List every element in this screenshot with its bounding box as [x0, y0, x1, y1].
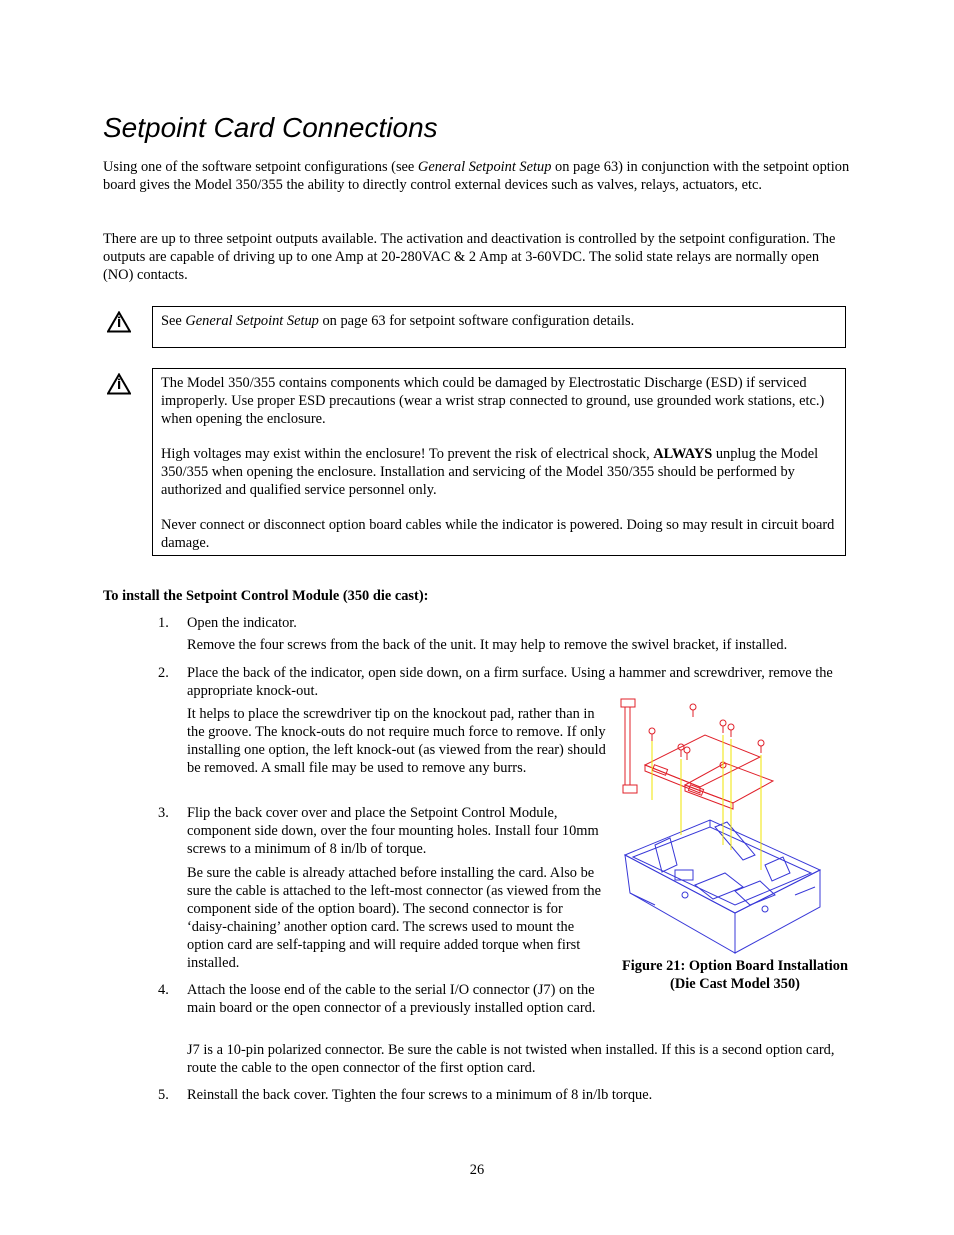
- intro-paragraph: Using one of the software setpoint configurations (see General Setpoint Setup on page 63) in conjunction with the setpoint option board gives the Model 350/355 the ability to directly control external devices such as valves, relays, actuators, etc.: [103, 159, 850, 193]
- step-5-main: Reinstall the back cover. Tighten the four screws to a minimum of 8 in/lb torque.: [187, 1087, 653, 1103]
- step-2-main: Place the back of the indicator, open side down, on a firm surface. Using a hammer and screwdriver, remove the appropriate knock-out.: [187, 665, 833, 699]
- cable-warning-paragraph: Never connect or disconnect option board cables while the indicator is powered. Doing so may result in circuit board damage.: [161, 517, 835, 551]
- page-title: Setpoint Card Connections: [103, 112, 438, 143]
- step-number: 3.: [158, 805, 169, 821]
- high-voltage-paragraph: High voltages may exist within the enclosure! To prevent the risk of electrical shock, ALWAYS unplug the Model 350/355 when opening the enclosure. Installation and servicing of the Model 350/355 should be performed by authorized and qualified service personnel only.: [161, 446, 819, 498]
- note-box-setpoint-reference: [152, 306, 846, 348]
- step-3-detail: Be sure the cable is already attached before installing the card. Also be sure the cable is attached to the left-most connector (as viewed from the component side of the option board). The second connector is for ‘daisy-chaining’ another option card. The screws used to mount the option card are self-tapping and will require added torque when first installed.: [187, 865, 601, 971]
- step-1-detail: Remove the four screws from the back of the unit. It may help to remove the swivel bracket, if installed.: [187, 637, 788, 653]
- warning-icon: [107, 311, 131, 333]
- step-number: 2.: [158, 665, 169, 681]
- figure-caption: Figure 21: Option Board Installation (Die Cast Model 350): [621, 958, 848, 992]
- note-reference: General Setpoint Setup: [185, 313, 319, 329]
- step-number: 1.: [158, 615, 169, 631]
- step-3-main: Flip the back cover over and place the Setpoint Control Module, component side down, over the four mounting holes. Install four 10mm screws to a minimum of 8 in/lb of torque.: [187, 805, 599, 857]
- install-heading: To install the Setpoint Control Module (350 die cast):: [103, 588, 429, 604]
- ribbon-cable-drawing: [621, 699, 637, 793]
- esd-paragraph: The Model 350/355 contains components which could be damaged by Electrostatic Discharge (ESD) if serviced improperly. Use proper ESD precautions (wear a wrist strap connected to ground, use grounded work stations, etc.) when opening the enclosure.: [161, 375, 825, 427]
- note-text: See General Setpoint Setup on page 63 for setpoint software configuration details.: [161, 313, 635, 329]
- page-number: 26: [469, 1162, 485, 1178]
- intro-reference: General Setpoint Setup: [417, 159, 552, 175]
- step-number: 4.: [158, 982, 169, 998]
- option-board-drawing: [645, 735, 773, 809]
- alignment-guide-lines: [652, 735, 761, 870]
- step-number: 5.: [158, 1087, 169, 1103]
- outputs-paragraph: There are up to three setpoint outputs available. The activation and deactivation is controlled by the setpoint configuration. The outputs are capable of driving up to one Amp at 20-280VAC & 2 Amp at 3-60VDC. The solid state relays are normally open (NO) contacts.: [103, 231, 836, 283]
- step-2-detail: It helps to place the screwdriver tip on the knockout pad, rather than in the groove. The knock-outs do not require much force to remove. If only installing one option, the left knock-out (as viewed from the rear) should be removed. A small file may be used to remove any burrs.: [187, 706, 606, 776]
- option-board-installation-diagram: [615, 695, 855, 955]
- warning-box-esd: [152, 368, 846, 556]
- step-4-main: Attach the loose end of the cable to the serial I/O connector (J7) on the main board or the open connector of a previously installed option card.: [187, 982, 596, 1016]
- always-emphasis: ALWAYS: [653, 446, 713, 462]
- step-1-main: Open the indicator.: [187, 615, 297, 631]
- step-4-detail: J7 is a 10-pin polarized connector. Be sure the cable is not twisted when installed. If this is a second option card, route the cable to the open connector of the first option card.: [187, 1042, 835, 1076]
- warning-icon: [107, 373, 131, 395]
